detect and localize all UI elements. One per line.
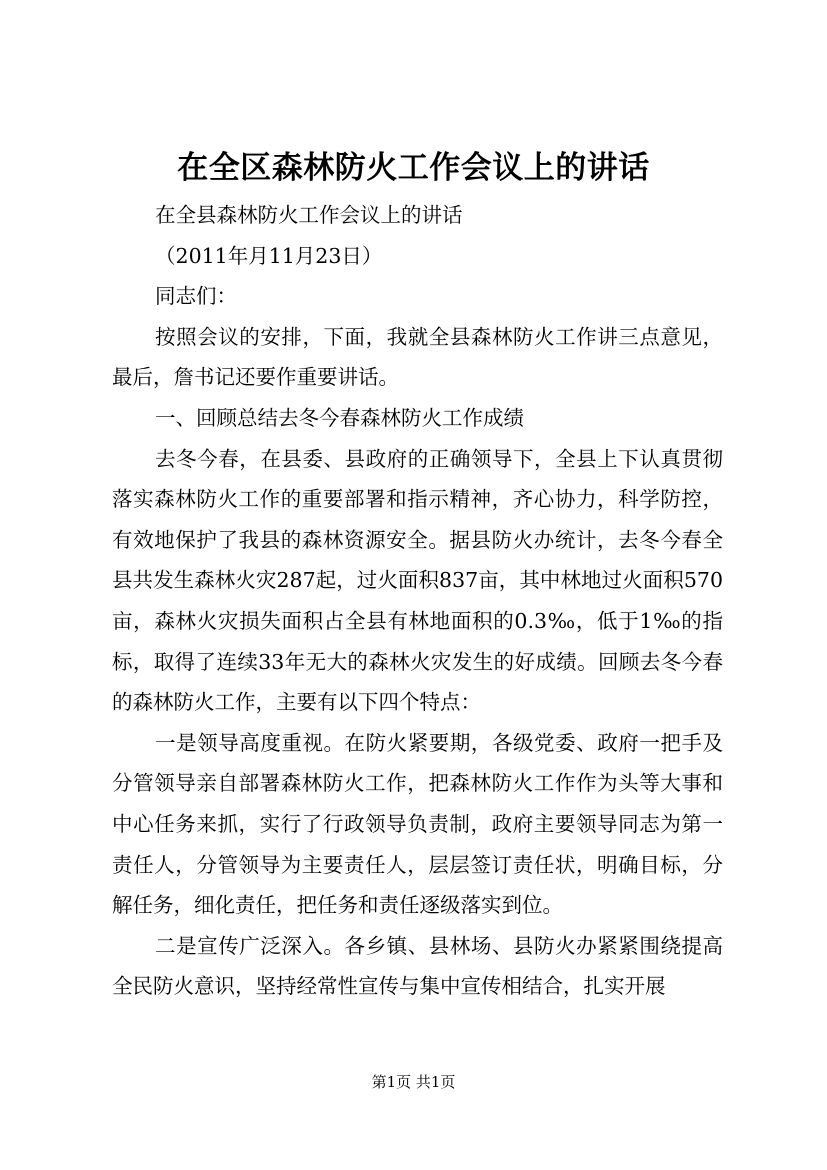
- document-body: [112, 195, 723, 1007]
- paragraph: 一是领导高度重视。在防火紧要期，各级党委、政府一把手及分管领导亲自部署森林防火工作，把森林防火工作作为头等大事和中心任务来抓，实行了行政领导负责制，政府主要领导同志为第一责任人，分管领导为主要责任人，层层签订责任状，明确目标，分解任务，细化责任，把任务和责任逐级落实到位。: [112, 730, 723, 918]
- page-footer: 第1页 共1页: [371, 1073, 456, 1091]
- paragraph: 二是宣传广泛深入。各乡镇、县林场、县防火办紧紧围绕提高全民防火意识，坚持经常性宣传与集中宣传相结合，扎实开展: [112, 933, 723, 999]
- speech-heading: 在全县森林防火工作会议上的讲话: [155, 203, 463, 227]
- speech-date: （2011年月11月23日）: [155, 243, 383, 268]
- section-heading: 一、回顾总结去冬今春森林防火工作成绩: [155, 405, 525, 430]
- salutation: 同志们：: [155, 284, 238, 309]
- document-title: 在全区森林防火工作会议上的讲话: [177, 150, 650, 186]
- paragraph: 去冬今春，在县委、县政府的正确领导下，全县上下认真贯彻落实森林防火工作的重要部署和指示精神，齐心协力，科学防控，有效地保护了我县的森林资源安全。据县防火办统计，去冬今春全县共发生森林火灾287起，过火面积837亩，其中林地过火面积570亩，森林火灾损失面积占全县有林地面积的0.3‰，低于1‰的指标，取得了连续33年无大的森林火灾发生的好成绩。回顾去冬今春的森林防火工作，主要有以下四个特点：: [112, 446, 723, 715]
- paragraph: 按照会议的安排，下面，我就全县森林防火工作讲三点意见，最后，詹书记还要作重要讲话。: [112, 324, 723, 390]
